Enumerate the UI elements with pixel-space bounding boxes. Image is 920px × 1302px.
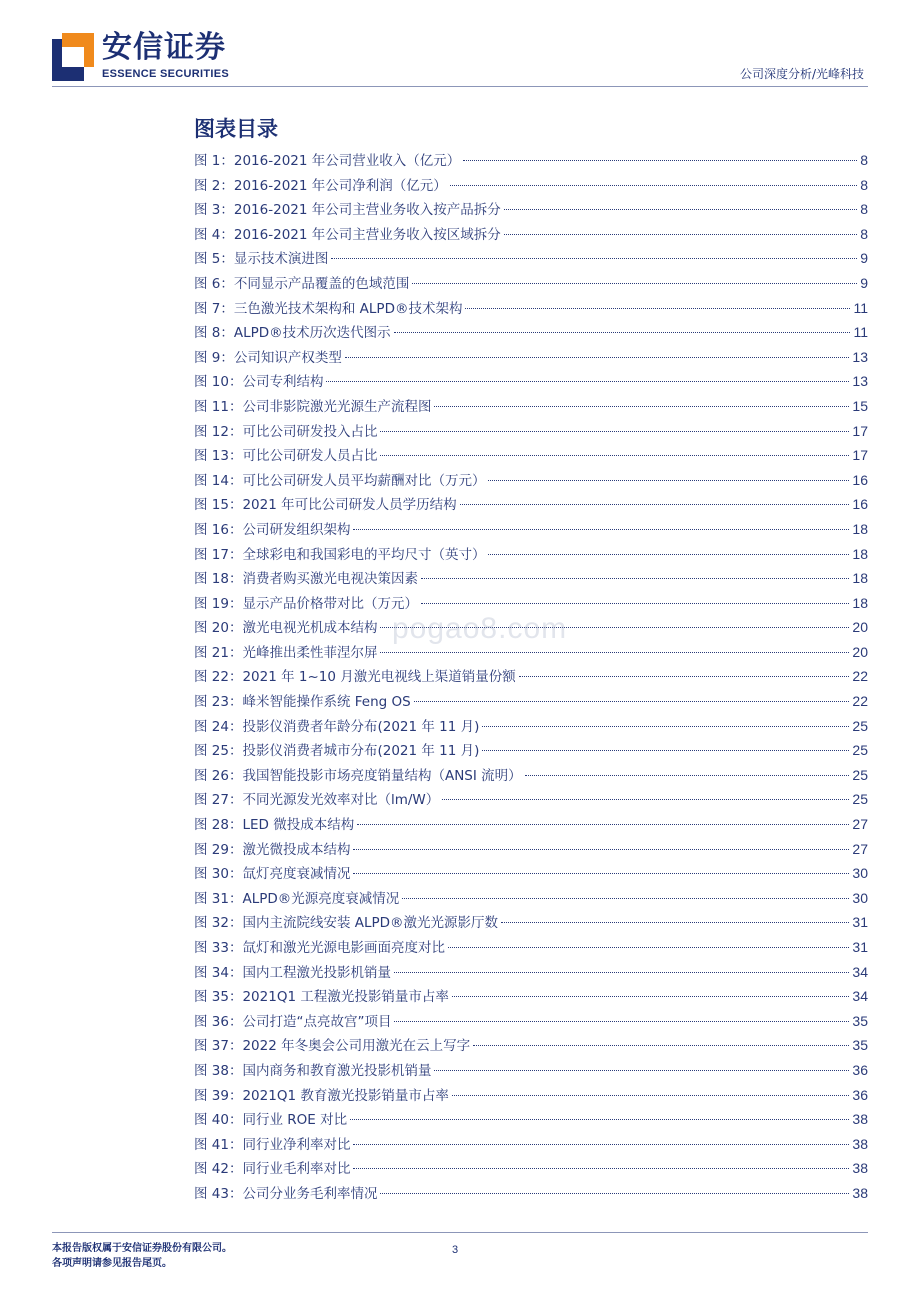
toc-entry-page: 25	[852, 717, 868, 734]
toc-dot-leader	[452, 996, 850, 997]
toc-entry-label: 图 15：2021 年可比公司研发人员学历结构	[194, 497, 457, 514]
toc-entry-page: 25	[852, 766, 868, 783]
toc-entry-label: 图 8：ALPD®技术历次迭代图示	[194, 325, 391, 342]
toc-entry-label: 图 24：投影仪消费者年龄分布(2021 年 11 月)	[194, 718, 480, 735]
toc-entry[interactable]	[194, 689, 868, 714]
toc-entry-page: 34	[852, 963, 868, 980]
toc-entry-page: 34	[852, 988, 868, 1005]
toc-entry[interactable]	[194, 542, 868, 567]
toc-entry-page: 30	[852, 889, 868, 906]
toc-entry-page: 35	[852, 1037, 868, 1054]
toc-entry[interactable]	[194, 615, 868, 640]
toc-entry-page: 25	[852, 791, 868, 808]
toc-entry-page: 25	[852, 742, 868, 759]
toc-entry[interactable]	[194, 935, 868, 960]
toc-entry-page: 8	[860, 152, 868, 168]
toc-dot-leader	[460, 504, 850, 505]
toc-entry[interactable]	[194, 1107, 868, 1132]
toc-list	[194, 148, 868, 1206]
toc-entry[interactable]	[194, 1132, 868, 1157]
toc-entry[interactable]	[194, 812, 868, 837]
toc-entry[interactable]	[194, 763, 868, 788]
toc-entry-label: 图 21：光峰推出柔性菲涅尔屏	[194, 644, 378, 661]
toc-entry[interactable]	[194, 714, 868, 739]
toc-entry-label: 图 23：峰米智能操作系统 Feng OS	[194, 694, 411, 711]
toc-entry-page: 15	[852, 397, 868, 414]
toc-entry-label: 图 7：三色激光技术架构和 ALPD®技术架构	[194, 300, 463, 317]
toc-entry-page: 35	[852, 1012, 868, 1029]
toc-entry-label: 图 22：2021 年 1~10 月激光电视线上渠道销量份额	[194, 669, 516, 686]
toc-entry-page: 9	[860, 274, 868, 291]
toc-entry-page: 31	[852, 914, 868, 931]
toc-entry-page: 9	[860, 250, 868, 267]
essence-logo-icon	[52, 33, 94, 81]
toc-entry-label: 图 39：2021Q1 教育激光投影销量市占率	[194, 1087, 449, 1104]
toc-dot-leader	[402, 898, 849, 899]
toc-dot-leader	[525, 775, 850, 776]
toc-dot-leader	[519, 676, 850, 677]
toc-entry-label: 图 42：同行业毛利率对比	[194, 1161, 351, 1178]
toc-dot-leader	[465, 308, 850, 309]
toc-entry-page: 27	[852, 840, 868, 857]
toc-dot-leader	[414, 701, 850, 702]
toc-entry-label: 图 31：ALPD®光源亮度衰减情况	[194, 890, 400, 907]
toc-entry-page: 13	[852, 348, 868, 365]
toc-dot-leader	[380, 627, 849, 628]
toc-entry[interactable]	[194, 419, 868, 444]
toc-entry[interactable]	[194, 1083, 868, 1108]
toc-entry[interactable]	[194, 394, 868, 419]
toc-entry-page: 38	[852, 1184, 868, 1201]
toc-entry-page: 31	[852, 939, 868, 955]
toc-entry-page: 17	[852, 422, 868, 439]
toc-entry-label: 图 6：不同显示产品覆盖的色域范围	[194, 275, 410, 292]
toc-dot-leader	[394, 1021, 849, 1022]
toc-dot-leader	[448, 947, 849, 948]
toc-entry-page: 38	[852, 1111, 868, 1128]
page-header	[0, 0, 920, 90]
toc-entry-label: 图 28：LED 微投成本结构	[194, 817, 355, 834]
toc-dot-leader	[380, 652, 849, 653]
copyright-line: 本报告版权属于安信证券股份有限公司。	[52, 1243, 232, 1254]
toc-entry-page: 36	[852, 1086, 868, 1103]
toc-entry-page: 18	[852, 545, 868, 562]
toc-dot-leader	[482, 726, 849, 727]
toc-entry[interactable]	[194, 148, 868, 173]
toc-dot-leader	[350, 1119, 849, 1120]
toc-entry-page: 16	[852, 496, 868, 513]
toc-entry[interactable]	[194, 640, 868, 665]
toc-entry-page: 38	[852, 1135, 868, 1152]
toc-entry[interactable]	[194, 837, 868, 862]
toc-entry-page: 18	[852, 594, 868, 611]
toc-entry[interactable]	[194, 369, 868, 394]
toc-entry[interactable]	[194, 271, 868, 296]
toc-entry-page: 16	[852, 471, 868, 488]
toc-dot-leader	[380, 431, 849, 432]
toc-entry-page: 17	[852, 447, 868, 464]
toc-entry[interactable]	[194, 591, 868, 616]
toc-dot-leader	[353, 849, 849, 850]
toc-entry[interactable]	[194, 222, 868, 247]
toc-dot-leader	[442, 799, 849, 800]
toc-title: 图表目录	[194, 116, 278, 141]
toc-entry-label: 图 43：公司分业务毛利率情况	[194, 1185, 378, 1202]
toc-entry[interactable]	[194, 320, 868, 345]
toc-dot-leader	[394, 332, 851, 333]
toc-entry-page: 18	[852, 520, 868, 537]
toc-dot-leader	[353, 529, 849, 530]
copyright-notice	[52, 1241, 232, 1271]
toc-entry-label: 图 38：国内商务和教育激光投影机销量	[194, 1062, 432, 1079]
toc-entry-label: 图 36：公司打造“点亮故宫”项目	[194, 1013, 392, 1030]
toc-dot-leader	[473, 1045, 849, 1046]
toc-entry[interactable]	[194, 861, 868, 886]
toc-entry[interactable]	[194, 1181, 868, 1206]
toc-entry-label: 图 9：公司知识产权类型	[194, 349, 342, 366]
toc-dot-leader	[488, 554, 849, 555]
toc-entry[interactable]	[194, 517, 868, 542]
toc-entry-page: 18	[852, 570, 868, 587]
brand-name-en: ESSENCE SECURITIES	[102, 68, 230, 80]
toc-entry[interactable]	[194, 246, 868, 271]
report-type: 公司深度分析/光峰科技	[739, 67, 864, 81]
toc-entry-page: 20	[852, 619, 868, 636]
toc-dot-leader	[421, 603, 849, 604]
toc-entry[interactable]	[194, 1156, 868, 1181]
toc-dot-leader	[357, 824, 849, 825]
toc-entry[interactable]	[194, 787, 868, 812]
toc-dot-leader	[501, 922, 849, 923]
toc-dot-leader	[412, 283, 857, 284]
toc-entry[interactable]	[194, 443, 868, 468]
toc-dot-leader	[452, 1095, 850, 1096]
toc-entry-label: 图 26：我国智能投影市场亮度销量结构（ANSI 流明）	[194, 767, 522, 784]
toc-entry-label: 图 20：激光电视光机成本结构	[194, 620, 378, 637]
header-divider	[52, 86, 868, 87]
toc-dot-leader	[450, 185, 857, 186]
toc-entry-page: 22	[852, 668, 868, 685]
toc-dot-leader	[488, 480, 849, 481]
toc-entry[interactable]	[194, 960, 868, 985]
toc-entry-page: 11	[853, 299, 868, 316]
toc-entry-label: 图 19：显示产品价格带对比（万元）	[194, 595, 418, 612]
page-number: 3	[452, 1244, 459, 1256]
toc-dot-leader	[504, 234, 857, 235]
toc-entry-label: 图 4：2016-2021 年公司主营业务收入按区域拆分	[194, 226, 501, 243]
toc-entry[interactable]	[194, 197, 868, 222]
toc-entry-label: 图 17：全球彩电和我国彩电的平均尺寸（英寸）	[194, 546, 486, 563]
toc-dot-leader	[326, 381, 849, 382]
toc-entry-label: 图 34：国内工程激光投影机销量	[194, 964, 391, 981]
disclaimer-line: 各项声明请参见报告尾页。	[52, 1258, 172, 1269]
toc-dot-leader	[421, 578, 849, 579]
toc-entry-label: 图 5：显示技术演进图	[194, 251, 329, 268]
toc-dot-leader	[353, 1168, 849, 1169]
toc-entry[interactable]	[194, 984, 868, 1009]
footer-divider	[52, 1232, 868, 1233]
toc-dot-leader	[434, 406, 849, 407]
toc-entry-label: 图 16：公司研发组织架构	[194, 521, 351, 538]
toc-entry[interactable]	[194, 492, 868, 517]
toc-entry-label: 图 11：公司非影院激光光源生产流程图	[194, 398, 432, 415]
toc-entry-page: 13	[852, 373, 868, 390]
toc-entry[interactable]	[194, 296, 868, 321]
toc-entry[interactable]	[194, 173, 868, 198]
toc-entry[interactable]	[194, 1058, 868, 1083]
toc-dot-leader	[353, 1144, 849, 1145]
toc-entry-label: 图 33：氙灯和激光光源电影画面亮度对比	[194, 940, 445, 956]
toc-entry-label: 图 10：公司专利结构	[194, 374, 324, 391]
toc-entry-label: 图 3：2016-2021 年公司主营业务收入按产品拆分	[194, 202, 501, 219]
toc-entry[interactable]	[194, 566, 868, 591]
toc-entry[interactable]	[194, 910, 868, 935]
toc-entry[interactable]	[194, 1033, 868, 1058]
toc-entry-label: 图 41：同行业净利率对比	[194, 1136, 351, 1153]
toc-entry[interactable]	[194, 664, 868, 689]
toc-entry-page: 8	[860, 225, 868, 242]
toc-entry-label: 图 12：可比公司研发投入占比	[194, 423, 378, 440]
toc-entry-page: 36	[852, 1061, 868, 1078]
toc-entry-page: 8	[860, 176, 868, 193]
toc-dot-leader	[394, 972, 849, 973]
toc-entry-label: 图 35：2021Q1 工程激光投影销量市占率	[194, 989, 449, 1006]
toc-entry-page: 11	[853, 324, 868, 341]
toc-entry[interactable]	[194, 738, 868, 763]
toc-dot-leader	[380, 1193, 849, 1194]
toc-dot-leader	[482, 750, 849, 751]
toc-entry-label: 图 13：可比公司研发人员占比	[194, 448, 378, 465]
toc-entry-label: 图 29：激光微投成本结构	[194, 841, 351, 858]
brand-name-cn: 安信证券	[102, 30, 226, 65]
toc-entry[interactable]	[194, 468, 868, 493]
toc-dot-leader	[463, 160, 857, 161]
toc-entry-label: 图 25：投影仪消费者城市分布(2021 年 11 月)	[194, 743, 480, 760]
toc-entry[interactable]	[194, 1009, 868, 1034]
toc-entry-label: 图 30：氙灯亮度衰减情况	[194, 866, 351, 883]
toc-entry-label: 图 40：同行业 ROE 对比	[194, 1112, 348, 1129]
toc-dot-leader	[353, 873, 849, 874]
toc-entry-label: 图 27：不同光源发光效率对比（lm/W）	[194, 792, 440, 809]
toc-dot-leader	[345, 357, 850, 358]
watermark: pogao8.com	[392, 612, 568, 645]
toc-entry-page: 30	[852, 865, 868, 882]
toc-dot-leader	[434, 1070, 849, 1071]
toc-entry[interactable]	[194, 345, 868, 370]
toc-dot-leader	[504, 209, 857, 210]
toc-entry-label: 图 14：可比公司研发人员平均薪酬对比（万元）	[194, 472, 486, 489]
toc-entry-page: 27	[852, 816, 868, 833]
toc-entry-label: 图 1：2016-2021 年公司营业收入（亿元）	[194, 153, 461, 169]
toc-entry-label: 图 2：2016-2021 年公司净利润（亿元）	[194, 177, 447, 194]
toc-entry-page: 20	[852, 643, 868, 660]
toc-entry-page: 22	[852, 693, 868, 710]
toc-entry[interactable]	[194, 886, 868, 911]
toc-dot-leader	[380, 455, 849, 456]
toc-entry-page: 38	[852, 1160, 868, 1177]
toc-entry-page: 8	[860, 201, 868, 218]
toc-entry-label: 图 37：2022 年冬奥会公司用激光在云上写字	[194, 1038, 471, 1055]
toc-dot-leader	[331, 258, 857, 259]
toc-entry-label: 图 18：消费者购买激光电视决策因素	[194, 571, 418, 588]
toc-entry-label: 图 32：国内主流院线安装 ALPD®激光光源影厅数	[194, 915, 499, 932]
